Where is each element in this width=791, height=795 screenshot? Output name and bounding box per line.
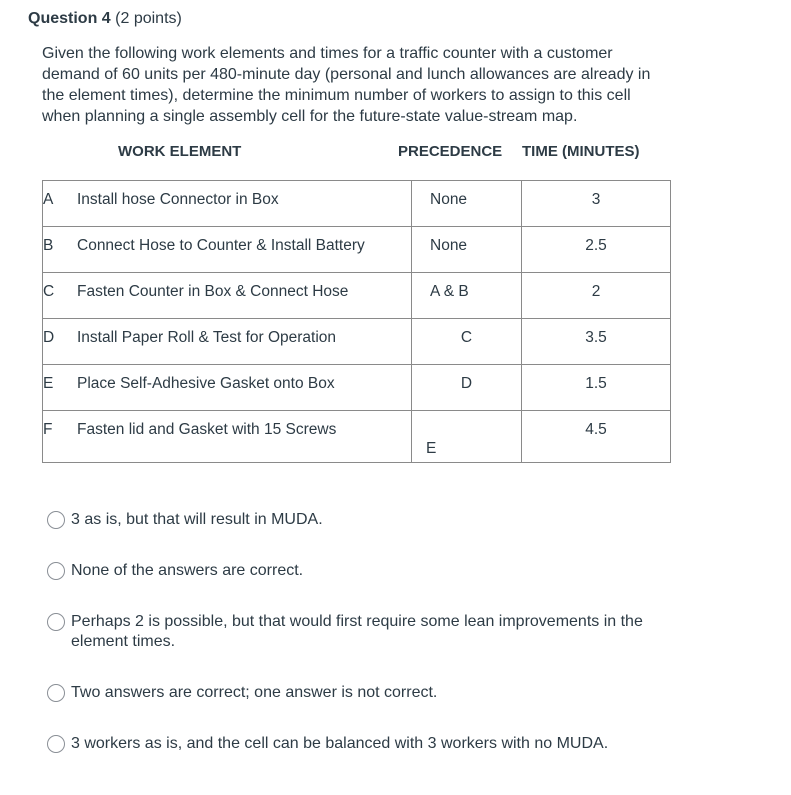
time-value: 2 <box>591 283 601 300</box>
time-value: 4.5 <box>585 421 607 438</box>
time-cell <box>522 227 671 273</box>
time-cell <box>522 411 671 463</box>
answer-label[interactable]: None of the answers are correct. <box>71 562 304 579</box>
radio-button[interactable] <box>47 511 65 529</box>
work-element-cell <box>43 273 412 319</box>
table-row <box>43 227 671 273</box>
answer-label[interactable]: 3 workers as is, and the cell can be balanced with 3 workers with no MUDA. <box>71 735 609 752</box>
work-element-cell <box>43 319 412 365</box>
precedence-cell <box>412 227 522 273</box>
work-element-cell <box>43 181 412 227</box>
answer-label[interactable]: Perhaps 2 is possible, but that would first require some lean improvements in the element times. <box>71 613 643 650</box>
precedence-value: E <box>426 440 437 457</box>
element-description: Install Paper Roll & Test for Operation <box>77 329 337 346</box>
precedence-value: D <box>460 375 473 392</box>
table-row <box>43 365 671 411</box>
precedence-value: A & B <box>430 283 469 300</box>
time-cell <box>522 365 671 411</box>
answer-option[interactable] <box>47 612 651 652</box>
answer-label[interactable]: 3 as is, but that will result in MUDA. <box>71 511 323 528</box>
radio-button[interactable] <box>47 684 65 702</box>
header-precedence: PRECEDENCE <box>398 143 503 160</box>
time-cell <box>522 273 671 319</box>
work-element-cell <box>43 227 412 273</box>
radio-button[interactable] <box>47 735 65 753</box>
time-value: 3 <box>591 191 601 208</box>
precedence-value: None <box>430 237 468 254</box>
time-value: 3.5 <box>585 329 607 346</box>
header-time: TIME (MINUTES) <box>522 143 640 160</box>
time-cell <box>522 319 671 365</box>
element-description: Fasten lid and Gasket with 15 Screws <box>77 421 337 438</box>
answer-label[interactable]: Two answers are correct; one answer is not correct. <box>71 684 438 701</box>
element-id: A <box>43 191 54 208</box>
table-row <box>43 319 671 365</box>
radio-button[interactable] <box>47 613 65 631</box>
answer-option[interactable] <box>47 683 651 703</box>
radio-button[interactable] <box>47 562 65 580</box>
element-description: Place Self-Adhesive Gasket onto Box <box>77 375 335 392</box>
header-work-element: WORK ELEMENT <box>118 143 242 160</box>
element-id: E <box>43 375 54 392</box>
question-points: (2 points) <box>115 10 182 27</box>
element-id: B <box>43 237 54 254</box>
time-value: 1.5 <box>585 375 607 392</box>
work-element-table <box>42 180 671 463</box>
precedence-cell <box>412 411 522 463</box>
precedence-value: None <box>430 191 468 208</box>
answer-option[interactable] <box>47 734 651 754</box>
work-element-cell <box>43 411 412 463</box>
answer-option[interactable] <box>47 561 651 581</box>
time-value: 2.5 <box>585 237 607 254</box>
table-row <box>43 273 671 319</box>
answer-option[interactable] <box>47 510 651 530</box>
element-description: Connect Hose to Counter & Install Battery <box>77 237 365 254</box>
precedence-cell <box>412 181 522 227</box>
precedence-value: C <box>460 329 473 346</box>
work-element-cell <box>43 365 412 411</box>
element-id: F <box>43 421 53 438</box>
table-row <box>43 411 671 463</box>
table-row <box>43 181 671 227</box>
question-title: Question 4 <box>28 10 111 27</box>
element-id: C <box>43 283 55 300</box>
question-text: Given the following work elements and times for a traffic counter with a customer demand of 60 units per 480-minute day (personal and lunch allowances are already in the element times), determine the minimum number of workers to assign to this cell when planning a single assembly cell for the future-state value-stream map. <box>42 45 651 125</box>
table-column-headers <box>0 143 791 163</box>
precedence-cell <box>412 319 522 365</box>
question-header <box>28 10 182 28</box>
precedence-cell <box>412 365 522 411</box>
precedence-cell <box>412 273 522 319</box>
element-description: Fasten Counter in Box & Connect Hose <box>77 283 349 300</box>
element-id: D <box>43 329 55 346</box>
time-cell <box>522 181 671 227</box>
element-description: Install hose Connector in Box <box>77 191 279 208</box>
